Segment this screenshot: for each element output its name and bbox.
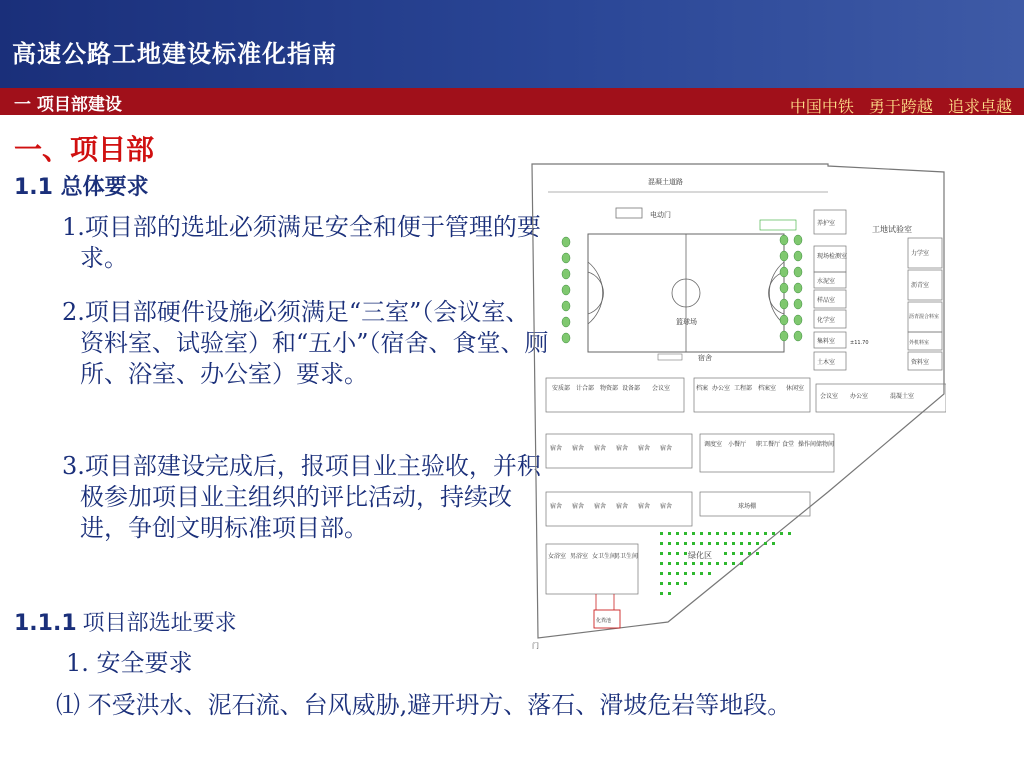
svg-text:沥青室: 沥青室	[911, 282, 930, 289]
svg-text:休闲室: 休闲室	[786, 385, 805, 392]
svg-text:工程部: 工程部	[734, 385, 753, 392]
svg-text:计合部: 计合部	[576, 385, 595, 392]
svg-text:水泥室: 水泥室	[817, 278, 836, 285]
heading-site-selection-number: 1.1.1	[14, 611, 77, 636]
requirement-item-3: 3.项目部建设完成后，报项目业主验收，并积极参加项目业主组织的评比活动，持续改进，争创文明标准项目部。	[62, 452, 541, 542]
elevation-label: ±11.70	[850, 340, 869, 346]
basketball-court	[588, 234, 784, 352]
svg-text:力学室: 力学室	[911, 250, 930, 257]
heading-project-dept: 一、项目部	[14, 133, 155, 166]
svg-text:宿舍: 宿舍	[638, 445, 651, 452]
safety-subheading: 1. 安全要求	[66, 649, 193, 677]
green-area-label: 绿化区	[688, 551, 712, 560]
svg-text:操作间: 操作间	[798, 441, 817, 448]
svg-text:会议室: 会议室	[652, 385, 671, 392]
svg-text:混凝土室: 混凝土室	[890, 393, 915, 400]
svg-text:宿舍: 宿舍	[550, 445, 563, 452]
site-boundary	[532, 164, 944, 638]
svg-text:外机料室: 外机料室	[909, 340, 930, 346]
svg-text:办公室: 办公室	[850, 393, 869, 400]
svg-text:职工餐厅: 职工餐厅	[756, 441, 781, 448]
dorm-rows	[546, 434, 834, 594]
section-bar	[0, 88, 1024, 115]
svg-text:化学室: 化学室	[817, 317, 836, 324]
canteen-front-label: 宿舍	[698, 354, 712, 362]
company-slogan: 中国中铁 勇于跨越 追求卓越	[789, 97, 1012, 116]
svg-text:养护室: 养护室	[817, 220, 836, 227]
safety-clause-1: ⑴ 不受洪水、泥石流、台风威胁,避开坍方、落石、滑坡危岩等地段。	[56, 691, 792, 719]
court-label: 篮球场	[676, 318, 697, 326]
svg-text:女浴室: 女浴室	[548, 553, 567, 560]
dorm-labels	[548, 440, 834, 560]
site-layout-plan	[528, 162, 946, 650]
road-label: 混凝土道路	[648, 178, 683, 186]
svg-text:资料室: 资料室	[911, 359, 930, 366]
svg-text:会议室: 会议室	[820, 393, 839, 400]
lab-room-labels	[817, 219, 939, 366]
office-row-labels	[552, 384, 914, 400]
svg-text:宿舍: 宿舍	[616, 503, 629, 510]
svg-text:储物间: 储物间	[816, 441, 835, 448]
svg-text:调度室: 调度室	[704, 441, 723, 448]
gate-house	[616, 208, 642, 218]
gate-label: 电动门	[650, 211, 671, 219]
svg-text:小餐厅: 小餐厅	[728, 441, 747, 448]
requirement-item-2: 2.项目部硬件设施必须满足“三室”（会议室、资料室、试验室）和“五小”（宿舍、食堂、厕所、浴室、办公室）要求。	[62, 298, 549, 388]
svg-text:男浴室: 男浴室	[570, 553, 589, 560]
requirement-item-1: 1.项目部的选址必须满足安全和便于管理的要求。	[62, 213, 541, 272]
green-area	[660, 532, 791, 595]
svg-text:档案: 档案	[696, 385, 709, 392]
svg-text:办公室: 办公室	[712, 385, 731, 392]
svg-text:设备部: 设备部	[622, 385, 641, 392]
svg-text:宿舍: 宿舍	[616, 445, 629, 452]
svg-text:沥青混合料室: 沥青混合料室	[909, 314, 940, 320]
svg-text:现场检测室: 现场检测室	[817, 253, 848, 260]
svg-text:宿舍: 宿舍	[572, 445, 585, 452]
svg-text:球场棚: 球场棚	[738, 503, 757, 510]
svg-text:物资部: 物资部	[600, 385, 619, 392]
heading-site-selection	[14, 606, 237, 637]
lab-label: 工地试验室	[872, 225, 912, 234]
title-banner	[0, 0, 1024, 90]
bottom-gate-label: 门	[532, 642, 539, 650]
svg-text:宿舍: 宿舍	[638, 503, 651, 510]
svg-text:宿舍: 宿舍	[594, 445, 607, 452]
svg-text:样品室: 样品室	[817, 297, 836, 304]
svg-text:食堂: 食堂	[782, 441, 795, 448]
office-row	[546, 378, 946, 412]
slide-title: 高速公路工地建设标准化指南	[12, 40, 337, 68]
svg-text:宿舍: 宿舍	[660, 503, 673, 510]
svg-text:土木室: 土木室	[817, 359, 836, 366]
svg-text:安质部: 安质部	[552, 385, 571, 392]
section-label: 一 项目部建设	[14, 95, 122, 115]
svg-text:档案室: 档案室	[758, 385, 777, 392]
svg-text:宿舍: 宿舍	[550, 503, 563, 510]
lab-rooms	[814, 210, 942, 370]
heading-general-requirements: 1.1 总体要求	[14, 175, 149, 200]
svg-text:宿舍: 宿舍	[660, 445, 673, 452]
svg-text:集料室: 集料室	[817, 338, 836, 345]
svg-text:女卫生间: 女卫生间	[592, 553, 617, 560]
svg-text:宿舍: 宿舍	[572, 503, 585, 510]
svg-text:宿舍: 宿舍	[594, 503, 607, 510]
tree-columns	[562, 235, 802, 343]
heading-site-selection-text: 项目部选址要求	[82, 611, 237, 636]
septic-label: 化粪池	[596, 618, 612, 624]
svg-text:男卫生间: 男卫生间	[614, 553, 639, 560]
